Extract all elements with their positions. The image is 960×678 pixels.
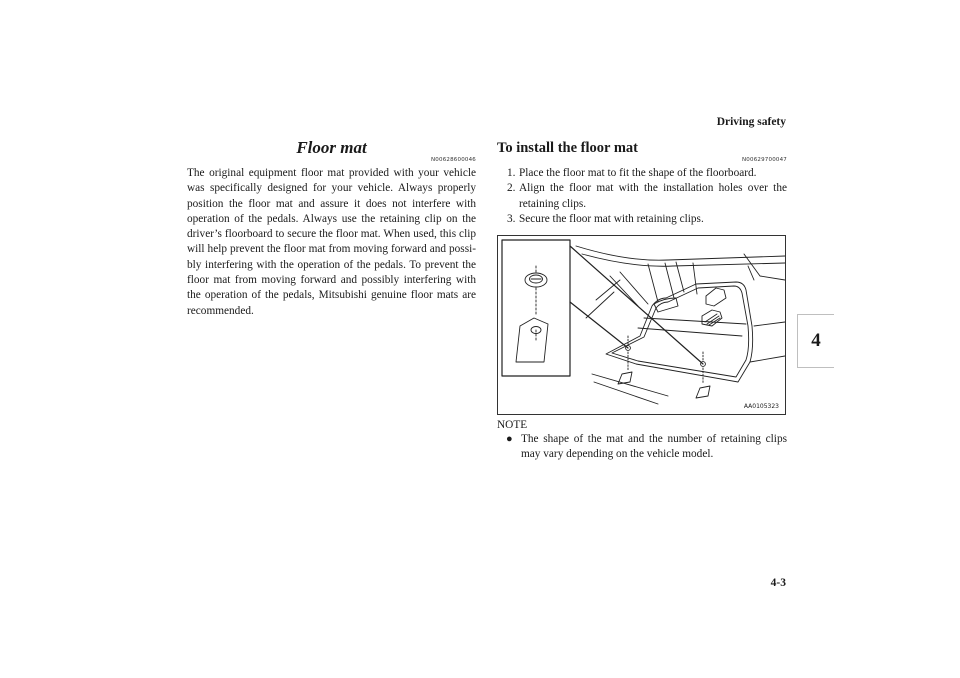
page-number: 4-3 bbox=[770, 577, 786, 589]
install-step bbox=[507, 166, 787, 181]
section-body: The original equipment floor mat provided with your vehicle was specifically designed for your vehicle. Always properly position the floor mat and assure it does not interfere with operation of the pedals. Always use the retaining clip on the driver’s floorboard to secure the floor mat. When used, this clip will help prevent the floor mat from moving forward and possibly interfering with the operation of the pedals. To prevent the floor mat from moving forward and possibly interfering with the operation of the pedals, Mitsubishi genuine floor mats are recommended. bbox=[187, 167, 476, 317]
step-number: 3. bbox=[507, 212, 516, 225]
running-head: Driving safety bbox=[716, 116, 786, 128]
step-number: 1. bbox=[507, 167, 516, 179]
subsection-title: To install the floor mat bbox=[497, 140, 638, 156]
step-text: Secure the floor mat with retaining clips. bbox=[519, 212, 704, 225]
section-title: Floor mat bbox=[296, 138, 367, 157]
install-step bbox=[507, 181, 787, 212]
floor-mat-drawing bbox=[498, 236, 785, 414]
install-step bbox=[507, 212, 787, 227]
section-code: N00628600046 bbox=[430, 157, 476, 163]
subsection-code: N00629700047 bbox=[741, 157, 787, 163]
note-text: The shape of the mat and the number of retaining clips may vary depending on the vehicle model. bbox=[521, 433, 787, 461]
install-steps bbox=[497, 166, 787, 227]
step-text: Align the floor mat with the installation holes over the retaining clips. bbox=[519, 182, 787, 210]
chapter-tab bbox=[797, 314, 834, 368]
step-text: Place the floor mat to fit the shape of the floorboard. bbox=[519, 167, 757, 179]
install-floor-mat-section bbox=[497, 138, 787, 463]
note-item bbox=[497, 432, 787, 463]
floor-mat-illustration bbox=[497, 235, 786, 415]
step-number: 2. bbox=[507, 182, 516, 195]
note-label: NOTE bbox=[497, 419, 528, 432]
figure-code: AA0105323 bbox=[743, 403, 779, 411]
chapter-tab-label: 4 bbox=[811, 330, 821, 351]
note-bullet-icon: ● bbox=[506, 433, 513, 446]
floor-mat-section bbox=[187, 138, 476, 319]
